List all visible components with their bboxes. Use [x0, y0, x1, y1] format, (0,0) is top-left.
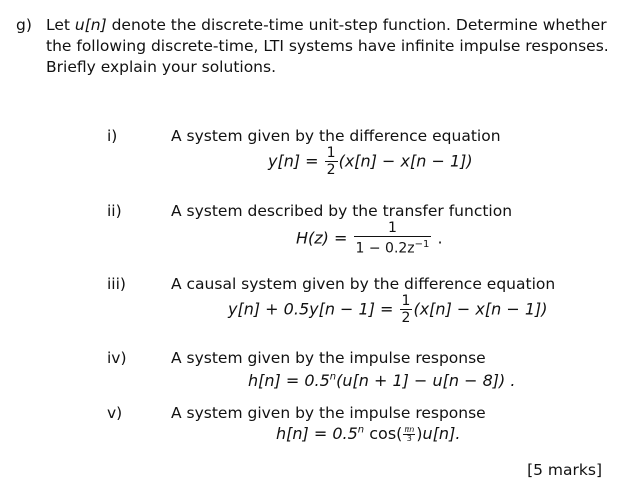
question-line-2: the following discrete-time, LTI systems have infinite impulse responses.: [46, 37, 609, 55]
equation-iii: y[n] + 0.5y[n − 1] = $\frac{1}{2}$ (x[n] − x[n − 1]): [228, 293, 548, 326]
item-label-iv: iv): [107, 349, 127, 367]
item-text-i: A system given by the difference equation: [171, 127, 501, 145]
item-text-iv: A system given by the impulse response: [171, 349, 486, 367]
item-text-ii: A system described by the transfer function: [171, 202, 513, 220]
equation-iv: $h[n] = 0.5^n(u[n + 1] - u[n - 8])$ .: [248, 371, 516, 390]
item-text-iii: A causal system given by the difference equation: [171, 275, 556, 293]
question-line-1: Let u[n] denote the discrete-time unit-step function. Determine whether: [46, 16, 607, 34]
question-label: g): [16, 16, 32, 34]
equation-i: y[n] = $\frac{1}{2}$ (x[n] − x[n − 1]): [268, 145, 473, 178]
item-label-ii: ii): [107, 202, 122, 220]
question-line-3: Briefly explain your solutions.: [46, 58, 277, 76]
item-label-i: i): [107, 127, 118, 145]
item-text-v: A system given by the impulse response: [171, 404, 486, 422]
equation-ii: H(z) = $\frac{1}{1 - 0.2z^{-1}}$ .: [296, 220, 443, 257]
item-label-iii: iii): [107, 275, 126, 293]
item-label-v: v): [107, 404, 123, 422]
marks-label: [5 marks]: [527, 461, 602, 479]
equation-v: $h[n] = 0.5^n$ cos( $\frac{\pi n}{3}$ )u[n].: [276, 424, 461, 443]
question-text: [46, 15, 609, 78]
